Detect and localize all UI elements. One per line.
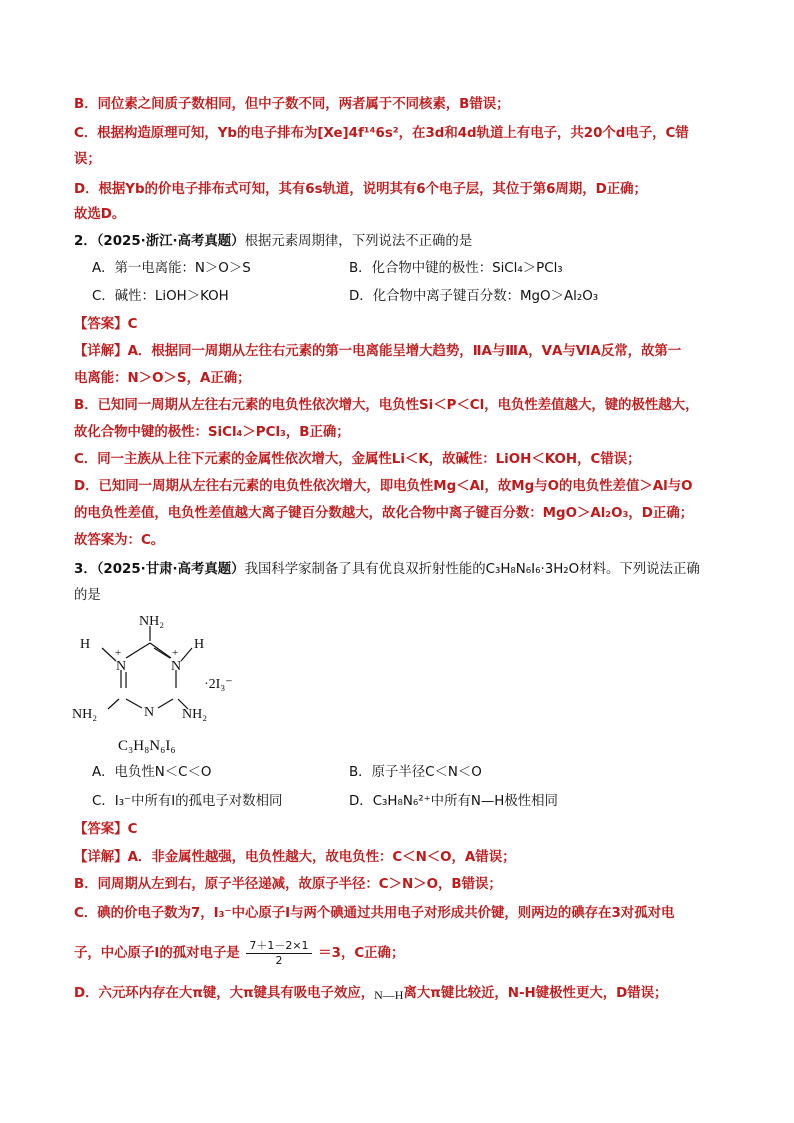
mol-top-nh2: NH₂ <box>139 614 165 629</box>
q2-detail-a-text: A．根据同一周期从左往右元素的第一电离能呈增大趋势，ⅡA与ⅢA，ⅤA与ⅥA反常，故第一 <box>127 344 682 359</box>
q1-option-c-explanation-1: C．根据构造原理可知，Yb的电子排布为[Xe]4f¹⁴6s²，在3d和4d轨道上有电子，共20个d电子，C错 <box>74 126 689 141</box>
q2-detail-label: 【详解】 <box>74 344 128 359</box>
q3-detail-label: 【详解】 <box>74 850 128 865</box>
q2-option-c: C．碱性：LiOH＞KOH <box>92 289 229 304</box>
q3-option-d: D．C₃H₈N₆²⁺中所有N—H极性相同 <box>349 794 558 809</box>
q2-answer-label: 【答案】 <box>74 317 128 332</box>
mol-left-nh2: NH₂ <box>72 707 98 722</box>
mol-counter-ion: ·2I₃⁻ <box>204 677 233 692</box>
q3-source: 3．（2025·甘肃·高考真题） <box>74 562 245 577</box>
q2-detail-c: C．同一主族从上往下元素的金属性依次增大，金属性Li＜K，故碱性：LiOH＜KOH，C错误； <box>74 452 641 467</box>
q3-detail-d <box>74 983 667 1004</box>
mol-bottom-n: N <box>144 705 155 720</box>
q1-conclusion: 故选D。 <box>74 207 126 222</box>
q2-option-a: A．第一电离能：N＞O＞S <box>92 261 251 276</box>
q3-detail-c-2 <box>74 936 404 972</box>
q3-detail-b: B．同周期从左到右，原子半径递减，故原子半径：C＞N＞O，B错误； <box>74 877 502 892</box>
q3-option-c: C．I₃⁻中所有I的孤电子对数相同 <box>92 794 283 809</box>
q3-detail-c-post: ＝3，C正确； <box>318 946 405 961</box>
q2-answer-value: C <box>127 317 138 332</box>
q3-stem-2: 的是 <box>74 588 101 603</box>
mol-right-nh2: NH₂ <box>182 707 208 722</box>
q3-option-a: A．电负性N＜C＜O <box>92 765 212 780</box>
q2-detail-a-2: 电离能：N＞O＞S，A正确； <box>74 371 251 386</box>
fraction-numerator: 7＋1－2×1 <box>246 939 311 954</box>
q3-answer-value: C <box>127 822 138 837</box>
q2-conclusion: 故答案为：C。 <box>74 533 165 548</box>
q3-detail-d-pre: D．六元环内存在大π键，大π键具有吸电子效应， <box>74 986 375 1001</box>
mol-formula: C₃H₈N₆I₆ <box>118 738 176 754</box>
q2-option-b: B．化合物中键的极性：SiCl₄＞PCl₃ <box>349 261 563 276</box>
lone-pair-fraction <box>246 939 311 968</box>
q3-stem-1 <box>74 560 700 580</box>
melamine-cation-structure <box>70 608 250 758</box>
q3-question: 我国科学家制备了具有优良双折射性能的C₃H₈N₆I₆·3H₂O材料。下列说法正确 <box>244 562 700 577</box>
mol-right-h: H <box>194 637 205 652</box>
q2-detail-b-2: 故化合物中键的极性：SiCl₄＞PCl₃，B正确； <box>74 425 350 440</box>
mol-left-plus: + <box>115 647 122 659</box>
q3-detail-c-pre: 子，中心原子I的孤对电子是 <box>74 946 240 961</box>
q3-answer <box>74 820 137 840</box>
n-h-group: N—H <box>374 988 404 1002</box>
q2-detail-d-2: 的电负性差值，电负性差值越大离子键百分数越大，故化合物中离子键百分数：MgO＞Al₂O₃，D正确； <box>74 506 694 521</box>
q2-detail-a-1 <box>74 342 681 362</box>
q2-answer <box>74 315 137 335</box>
fraction-denominator: 2 <box>275 953 283 967</box>
q3-detail-c-1: C．碘的价电子数为7，I₃⁻中心原子I与两个碘通过共用电子对形成共价键，则两边的碘存在3对孤对电 <box>74 906 675 921</box>
q3-answer-label: 【答案】 <box>74 822 128 837</box>
q3-detail-d-post: 离大π键比较近，N-H键极性更大，D错误； <box>403 986 668 1001</box>
mol-right-n: N <box>171 659 182 674</box>
q2-source: 2．（2025·浙江·高考真题） <box>74 234 245 249</box>
q1-option-c-explanation-2: 误； <box>74 152 101 167</box>
q3-option-b: B．原子半径C＜N＜O <box>349 765 482 780</box>
q2-detail-b-1: B．已知同一周期从左往右元素的电负性依次增大，电负性Si＜P＜Cl，电负性差值越大，键的极性越大， <box>74 398 699 413</box>
q2-stem <box>74 232 472 252</box>
q3-detail-a <box>74 848 515 868</box>
mol-right-plus: + <box>172 647 179 659</box>
q1-option-d-explanation: D．根据Yb的价电子排布式可知，其有6s轨道，说明其有6个电子层，其位于第6周期，D正确； <box>74 182 647 197</box>
q2-option-d: D．化合物中离子键百分数：MgO＞Al₂O₃ <box>349 289 599 304</box>
q3-detail-a-text: A．非金属性越强，电负性越大，故电负性：C＜N＜O，A错误； <box>127 850 516 865</box>
mol-left-h: H <box>80 637 91 652</box>
q2-question: 根据元素周期律，下列说法不正确的是 <box>244 234 473 249</box>
mol-left-n: N <box>116 659 127 674</box>
q2-detail-d-1: D．已知同一周期从左往右元素的电负性依次增大，即电负性Mg＜Al，故Mg与O的电负性差值＞Al与O <box>74 479 693 494</box>
q1-option-b-explanation: B．同位素之间质子数相同，但中子数不同，两者属于不同核素，B错误； <box>74 97 510 112</box>
